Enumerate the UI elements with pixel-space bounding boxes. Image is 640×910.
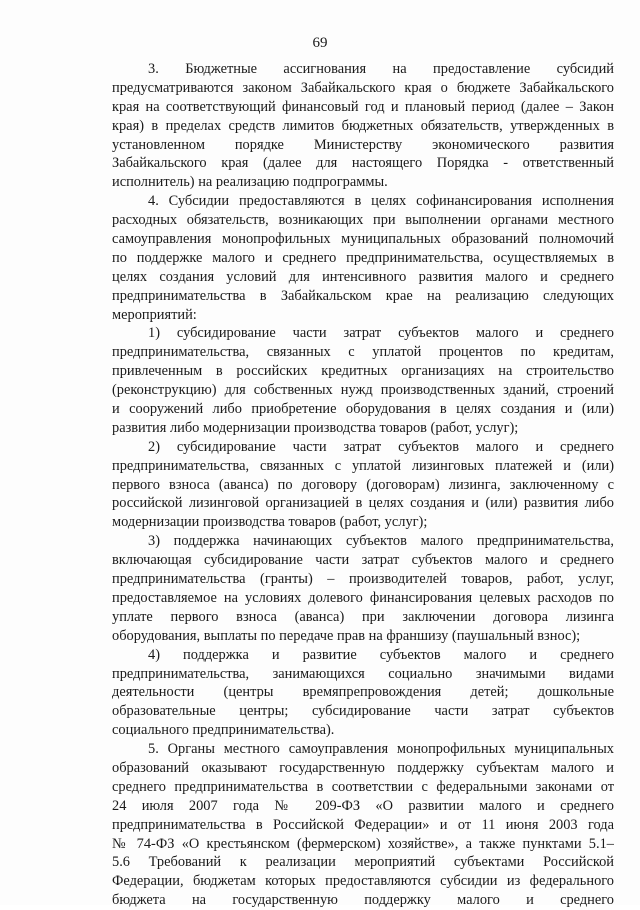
paragraph-5 — [112, 740, 614, 910]
text-line: расходных обязательств, возникающих при выполнении органами местного — [112, 212, 614, 229]
text-line: развития либо модернизации производства товаров (работ, услуг); — [112, 419, 519, 436]
text-line: российской лизинговой организацией в целях создания и (или) развития либо — [112, 495, 614, 512]
text-line: 4. Субсидии предоставляются в целях софинансирования исполнения — [148, 193, 614, 210]
text-line: 1) субсидирование части затрат субъектов малого и среднего — [148, 325, 614, 342]
text-line: образовательные центры; субсидирование части затрат субъектов — [112, 703, 614, 720]
text-line: № 74-ФЗ «О крестьянском (фермерском) хозяйстве», а также пунктами 5.1– — [112, 835, 614, 852]
text-line: уплате первого взноса (аванса) при заключении договора лизинга — [112, 608, 614, 625]
text-line: 3) поддержка начинающих субъектов малого предпринимательства, — [148, 533, 614, 550]
text-line: мероприятий: — [112, 306, 197, 323]
list-item-1 — [112, 324, 614, 437]
text-line: по поддержке малого и среднего предпринимательства, осуществляемых в — [112, 249, 614, 266]
text-line: предпринимательства в Забайкальском крае на реализацию следующих — [112, 287, 614, 304]
text-line: включающая субсидирование части затрат субъектов малого и среднего — [112, 552, 614, 569]
text-line: оборудования, выплаты по передаче прав на франшизу (паушальный взнос); — [112, 627, 581, 644]
text-line: предусматриваются законом Забайкальского края о бюджете Забайкальского — [112, 79, 614, 96]
text-line: края) в пределах средств лимитов бюджетных обязательств, утвержденных в — [112, 117, 614, 134]
text-line: 5.6 Требований к реализации мероприятий субъектами Российской — [112, 854, 614, 871]
list-item-4 — [112, 646, 614, 740]
list-item-2 — [112, 438, 614, 532]
text-line: целях создания условий для интенсивного развития малого и среднего — [112, 268, 614, 285]
text-line: 24 июля 2007 года № 209-ФЗ «О развитии малого и среднего — [112, 797, 614, 814]
paragraph-3 — [112, 60, 614, 192]
text-line: образований оказывают государственную поддержку субъектам малого и — [112, 759, 614, 776]
text-line: предпринимательства, связанных с уплатой процентов по кредитам, — [112, 344, 614, 361]
text-line: социального предпринимательства). — [112, 722, 335, 739]
text-line: среднего предпринимательства в соответствии с федеральными законами от — [112, 778, 614, 795]
text-line: предоставляемое на условиях долевого финансирования целевых расходов по — [112, 589, 614, 606]
text-line: привлеченным в российских кредитных организациях на строительство — [112, 363, 614, 380]
text-line: установленном порядке Министерству экономического развития — [112, 136, 614, 153]
text-line: бюджета на государственную поддержку малого и среднего — [112, 892, 614, 909]
text-line: 3. Бюджетные ассигнования на предоставление субсидий — [148, 61, 614, 77]
text-line: Федерации, бюджетам которых предоставляются субсидии из федерального — [112, 873, 614, 890]
text-line: модернизации производства товаров (работ, услуг); — [112, 514, 428, 531]
text-line: исполнитель) на реализацию подпрограммы. — [112, 174, 388, 191]
text-line: 4) поддержка и развитие субъектов малого и среднего — [148, 646, 614, 663]
document-body — [112, 60, 614, 910]
text-line: предпринимательства, занимающихся социально значимыми видами — [112, 665, 614, 682]
text-line: края на соответствующий финансовый год и плановый период (далее – Закон — [112, 98, 614, 115]
list-item-3 — [112, 532, 614, 645]
page-number: 69 — [312, 35, 328, 51]
text-line: деятельности (центры времяпрепровождения детей; дошкольные — [112, 684, 614, 701]
text-line: и сооружений либо приобретение оборудования в целях создания и (или) — [112, 401, 614, 418]
text-line: самоуправления монопрофильных муниципальных образований полномочий — [112, 231, 614, 248]
text-line: предпринимательства в Российской Федерации» и от 11 июня 2003 года — [112, 816, 614, 833]
text-line: Забайкальского края (далее для настоящего Порядка - ответственный — [112, 155, 614, 172]
text-line: предпринимательства (гранты) – производителей товаров, работ, услуг, — [112, 571, 614, 588]
text-line: предпринимательства, связанных с уплатой лизинговых платежей и (или) — [112, 457, 614, 474]
text-line: первого взноса (аванса) по договору (договорам) лизинга, заключенному с — [112, 476, 614, 493]
paragraph-4 — [112, 192, 614, 324]
text-line: (реконструкцию) для собственных нужд производственных зданий, строений — [112, 382, 614, 399]
text-line: 5. Органы местного самоуправления монопрофильных муниципальных — [148, 741, 614, 758]
text-line: 2) субсидирование части затрат субъектов малого и среднего — [148, 438, 614, 455]
